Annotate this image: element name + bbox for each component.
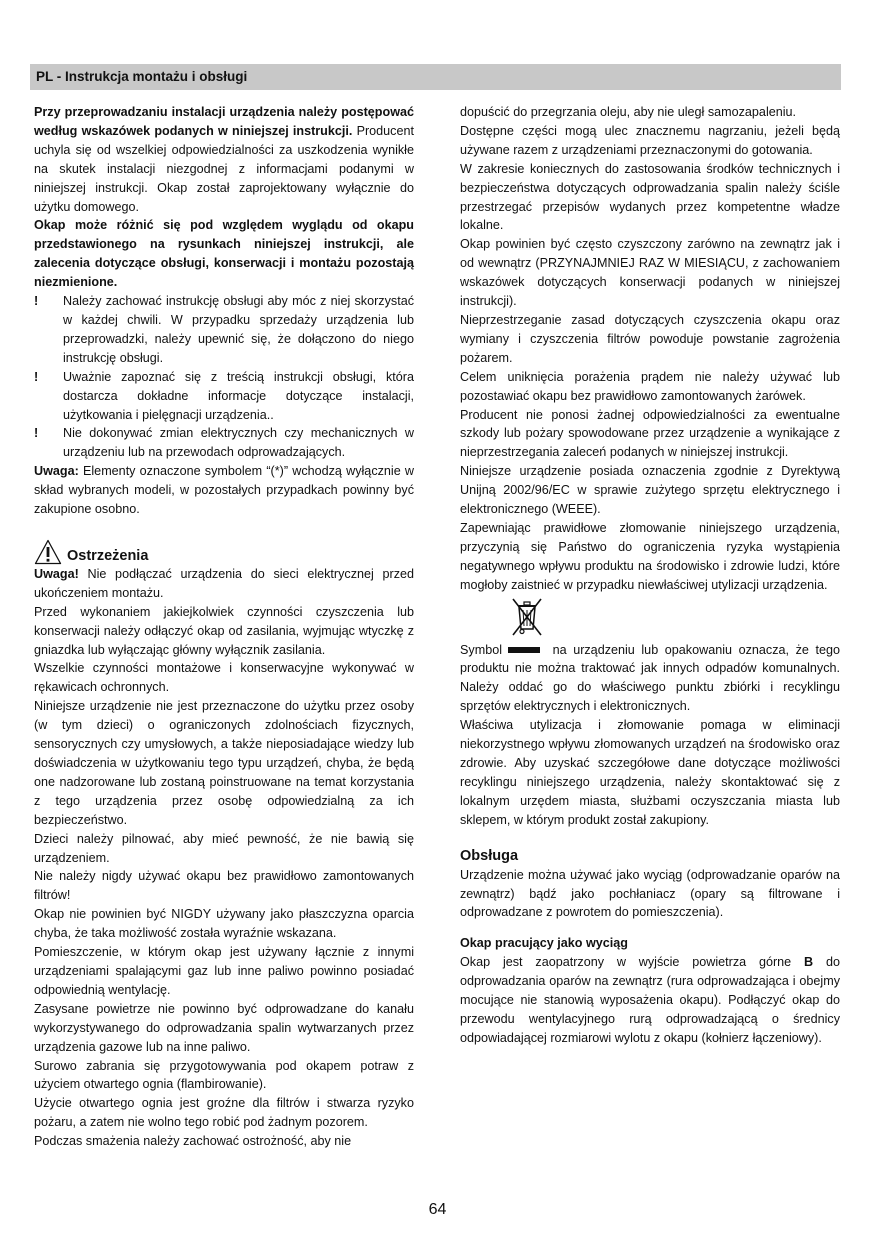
warnings-title: Ostrzeżenia	[67, 547, 149, 564]
warning-paragraph: Użycie otwartego ognia jest groźne dla filtrów i stwarza ryzyko pożaru, a zatem nie wolno tego robić pod żadnym pozorem.	[34, 1096, 414, 1130]
symbol-text: na urządzeniu lub opakowaniu oznacza, że tego produktu nie można traktować jak innych odpadów komunalnych. Należy oddać go do właściwego punktu zbiórki i recyklingu sprzętów elektrycznych i elektronicznych.	[460, 642, 840, 714]
list-item-text: Nie dokonywać zmian elektrycznych czy mechanicznych w urządzeniu lub na przewodach odprowadzających.	[63, 426, 414, 460]
warning-triangle-icon	[34, 539, 62, 565]
warning-paragraph: Okap powinien być często czyszczony zarówno na zewnątrz jak i od wewnątrz (PRZYNAJMNIEJ RAZ W MIESIĄCU, z zachowaniem wskazówek dotyczących konserwacji podanych w niniejszej instrukcji).	[460, 237, 840, 309]
exclamation-mark: !	[34, 294, 39, 309]
list-item	[34, 292, 414, 368]
wyciag-heading: Okap pracujący jako wyciąg	[460, 936, 628, 951]
uwaga-label: Uwaga:	[34, 464, 79, 479]
intro-bold-text: Przy przeprowadzaniu instalacji urządzenia należy postępować według wskazówek podanych w niniejszej instrukcji.	[34, 105, 414, 138]
warning-paragraph: Surowo zabrania się przygotowywania pod okapem potraw z użyciem otwartego ognia (flambirowanie).	[34, 1058, 414, 1092]
outlet-label-b: B	[804, 955, 814, 970]
warning-paragraph: Pomieszczenie, w którym okap jest używany łącznie z innymi urządzeniami spalającymi gaz lub inne paliwo powinno posiadać odpowiednią wentylację.	[34, 945, 414, 997]
section-title: PL - Instrukcja montażu i obsługi	[36, 69, 248, 84]
warning-paragraph: Nie należy nigdy używać okapu bez prawidłowo zamontowanych filtrów!	[34, 869, 414, 903]
safety-list	[34, 292, 414, 462]
warning-paragraph: Okap nie powinien być NIGDY używany jako płaszczyzna oparcia chyba, że taka możliwość została wyraźnie wskazana.	[34, 907, 414, 941]
warning-paragraph: Producent nie ponosi żadnej odpowiedzialności za ewentualne szkody lub pożary spowodowane przez urządzenie a wynikające z nieprzestrzegania zaleceń podanych w niniejszej instrukcji.	[460, 407, 840, 460]
obsluga-paragraph: Urządzenie można używać jako wyciąg (odprowadzanie oparów na zewnątrz) bądź jako pochłaniacz (opary są filtrowane i odprowadzane z powrotem do pomieszczenia).	[460, 867, 840, 920]
intro-paragraph	[34, 103, 414, 216]
crossed-bin-icon	[510, 597, 544, 637]
section-header-bar	[30, 64, 841, 90]
warning-paragraph: Celem uniknięcia porażenia prądem nie należy używać lub pozostawiać okapu bez prawidłowo zamontowanych żarówek.	[460, 369, 840, 403]
warning-paragraph: W zakresie koniecznych do zastosowania środków technicznych i bezpieczeństwa dotyczących odprowadzania spalin należy ściśle przestrzegać przepisów wydanych przez kompetentne władze lokalne.	[460, 161, 840, 233]
warning-paragraph: Podczas smażenia należy zachować ostrożność, aby nie	[34, 1134, 352, 1149]
warning-paragraph: Niniejsze urządzenie nie jest przeznaczone do użytku przez osoby (w tym dzieci) o ograniczonych zdolnościach fizycznych, sensorycznych czy umysłowych, a także nieposiadające wiedzy lub doświadczenia w użytkowaniu tego typu urządzeń, chyba, że będą one nadzorowane lub zostaną poinstruowane na temat korzystania z tego urządzenia przez osobę odpowiedzialną za ich bezpieczeństwo.	[34, 699, 414, 827]
optional-elements-note	[34, 462, 414, 519]
list-item-text: Uważnie zapoznać się z treścią instrukcji obsługi, która dostarcza dokładne informacje dotyczące instalacji, użytkowania i pielęgnacji urządzenia..	[63, 369, 414, 422]
warning-paragraph: Dostępne części mogą ulec znacznemu nagrzaniu, jeżeli będą używane razem z urządzeniami przeznaczonymi do gotowania.	[460, 123, 840, 157]
intro-rest-text: Producent uchyla się od wszelkiej odpowiedzialności za uszkodzenia wynikłe na skutek instalacji niezgodnej z informacjami podanymi w niniejszej instrukcji. Okap został zaprojektowany wyłącznie do użytku domowego.	[34, 123, 414, 214]
list-item	[34, 424, 414, 462]
warning-paragraph: Przed wykonaniem jakiejkolwiek czynności czyszczenia lub konserwacji należy odłączyć okap od zasilania, wyjmując wtyczkę z gniazdka lub wyłączając główny wyłącznik zasilania.	[34, 604, 414, 657]
list-item	[34, 368, 414, 425]
right-column	[460, 103, 840, 1048]
symbol-word: Symbol	[460, 642, 502, 657]
weee-symbol-container	[460, 597, 840, 641]
uwaga2-label: Uwaga!	[34, 566, 79, 581]
obsluga-heading: Obsługa	[460, 847, 519, 864]
warning-paragraph	[34, 565, 414, 603]
warning-paragraph: dopuścić do przegrzania oleju, aby nie uległ samozapaleniu.	[460, 105, 797, 119]
appearance-note: Okap może różnić się pod względem wyglądu od okapu przedstawionego na rysunkach niniejszej instrukcji, ale zalecenia dotyczące obsługi, konserwacji i montażu pozostają niezmienione.	[34, 218, 414, 290]
disposal-paragraph: Zapewniając prawidłowe złomowanie niniejszego urządzenia, przyczynią się Państwo do ograniczenia ryzyka wystąpienia negatywnego wpływu produktu na środowisko i zdrowie ludzi, które mogłoby zaistnieć w przypadku niewłaściwej utylizacji urządzenia.	[460, 520, 840, 592]
page-number: 64	[428, 1201, 447, 1218]
warnings-heading	[34, 539, 414, 565]
exclamation-mark: !	[34, 369, 39, 384]
left-column	[34, 103, 414, 1151]
uwaga2-text: Nie podłączać urządzenia do sieci elektrycznej przed ukończeniem montażu.	[34, 566, 414, 600]
wyciag-text-pre: Okap jest zaopatrzony w wyjście powietrza górne	[460, 955, 805, 970]
exclamation-mark: !	[34, 426, 39, 441]
wyciag-paragraph	[460, 953, 840, 1048]
list-item-text: Należy zachować instrukcję obsługi aby móc z niej skorzystać w każdej chwili. W przypadku sprzedaży urządzenia lub przeprowadzki, należy upewnić się, że dołączono do niego instrukcję obsługi.	[63, 294, 414, 365]
wyciag-text-post: do odprowadzania oparów na zewnątrz (rura odprowadzająca i obejmy mocujące nie stanowią wyposażenia okapu). Podłączyć okap do przewodu wentylacyjnego rurą odprowadzającą o średnicy odpowiadającej rozmiarowi wylotu z okapu (kołnierz łączeniowy).	[460, 955, 840, 1045]
warning-paragraph: Dzieci należy pilnować, aby mieć pewność, że nie bawią się urządzeniem.	[34, 831, 414, 865]
symbol-paragraph	[460, 641, 840, 717]
warning-paragraph: Zasysane powietrze nie powinno być odprowadzane do kanału wykorzystywanego do odprowadzania spalin wytwarzanych przez urządzenia gazowe lub na inne paliwo.	[34, 1001, 414, 1054]
weee-paragraph: Niniejsze urządzenie posiada oznaczenia zgodnie z Dyrektywą Unijną 2002/96/EC w sprawie zużytego sprzętu elektrycznego i elektronicznego (WEEE).	[460, 464, 840, 517]
uwaga-text: Elementy oznaczone symbolem “(*)” wchodzą wyłącznie w skład wybranych modeli, w pozostałych przypadkach powinny być zakupione osobno.	[34, 464, 414, 517]
black-bar-icon	[508, 647, 540, 653]
warning-paragraph: Nieprzestrzeganie zasad dotyczących czyszczenia okapu oraz wymiany i czyszczenia filtrów powoduje powstanie zagrożenia pożarem.	[460, 312, 840, 365]
warning-paragraph: Wszelkie czynności montażowe i konserwacyjne wykonywać w rękawicach ochronnych.	[34, 661, 414, 695]
disposal-info-paragraph: Właściwa utylizacja i złomowanie pomaga w eliminacji niekorzystnego wpływu złomowanych urządzeń na środowisko oraz zdrowie. Aby uzyskać szczegółowe dane dotyczące możliwości recyklingu niniejszego urządzenia, należy skontaktować się z lokalnym urzędem miasta, służbami oczyszczania miasta lub sklepem, w którym produkt został zakupiony.	[460, 718, 840, 827]
